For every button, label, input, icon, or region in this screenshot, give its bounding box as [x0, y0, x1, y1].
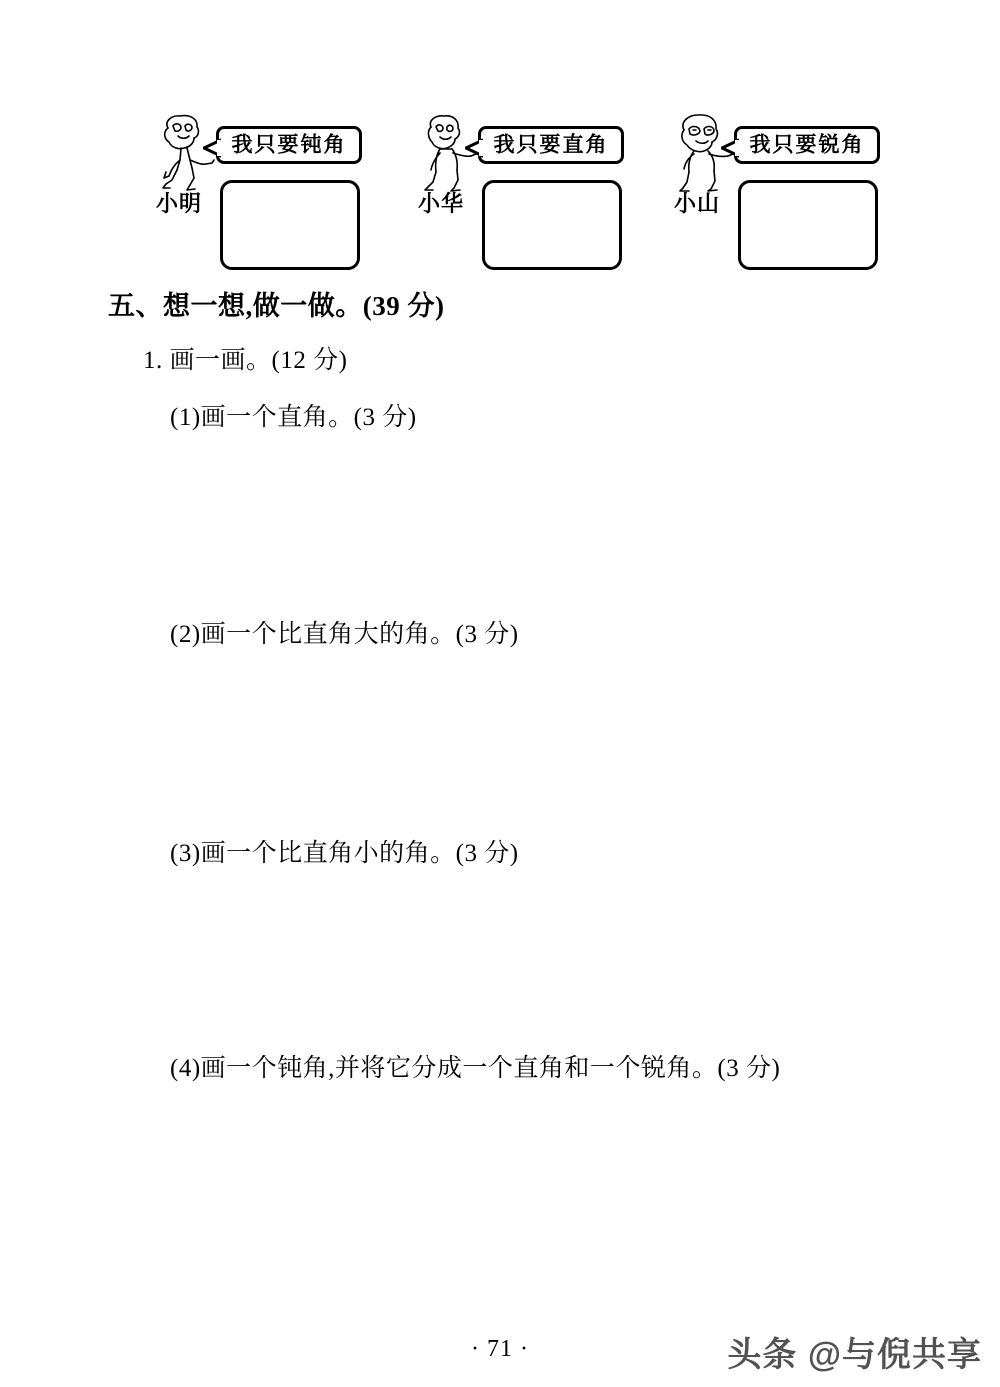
speech-bubble-2 — [478, 126, 624, 164]
character-prompt-1 — [150, 110, 410, 285]
answer-box-3[interactable] — [738, 180, 878, 270]
character-name-1: 小明 — [156, 191, 203, 216]
answer-box-2[interactable] — [482, 180, 622, 270]
speech-bubble-text-1: 我只要钝角 — [231, 132, 347, 157]
speech-bubble-text-2: 我只要直角 — [493, 132, 609, 157]
character-prompt-3 — [668, 110, 928, 285]
sub-question-3: (3)画一个比直角小的角。(3 分) — [170, 840, 519, 867]
character-name-2: 小华 — [418, 191, 465, 216]
sub-question-1: (1)画一个直角。(3 分) — [170, 404, 417, 431]
watermark: 头条 @与倪共享 — [727, 1336, 982, 1374]
work-area-4[interactable] — [150, 1091, 870, 1306]
character-prompt-2 — [412, 110, 672, 285]
sub-question-2: (2)画一个比直角大的角。(3 分) — [170, 621, 519, 648]
work-area-3[interactable] — [150, 876, 870, 1049]
speech-bubble-text-3: 我只要锐角 — [749, 132, 865, 157]
character-name-3: 小山 — [674, 191, 721, 216]
work-area-2[interactable] — [150, 657, 870, 834]
section-heading: 五、想一想,做一做。(39 分) — [108, 291, 445, 321]
speech-bubble-1 — [216, 126, 362, 164]
speech-bubble-3 — [734, 126, 880, 164]
character-prompt-row — [0, 0, 1000, 290]
sub-question-4: (4)画一个钝角,并将它分成一个直角和一个锐角。(3 分) — [170, 1055, 781, 1082]
page-number: · 71 · — [471, 1336, 529, 1362]
question-number: 1. 画一画。(12 分) — [143, 347, 348, 374]
answer-box-1[interactable] — [220, 180, 360, 270]
work-area-1[interactable] — [150, 440, 870, 615]
